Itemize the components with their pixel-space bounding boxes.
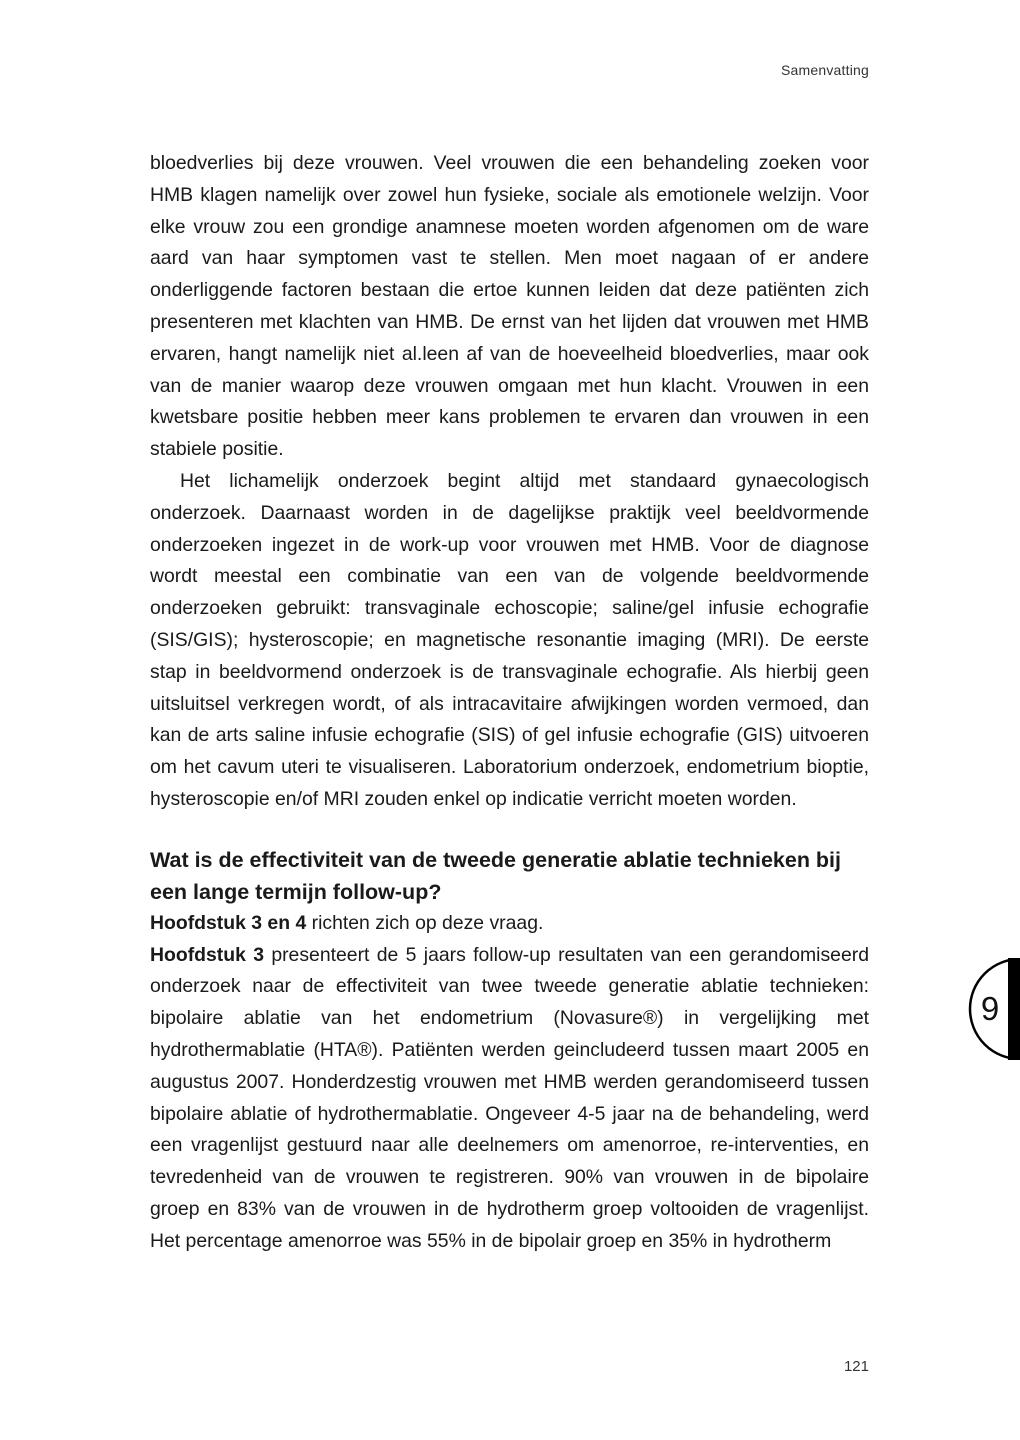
- page-body: [150, 148, 869, 1258]
- body-paragraph: [150, 908, 869, 940]
- body-paragraph: bloedverlies bij deze vrouwen. Veel vrouwen die een behandeling zoeken voor HMB klagen namelijk over zowel hun fysieke, sociale als emotionele welzijn. Voor elke vrouw zou een grondige anamnese moeten worden afgenomen om de ware aard van haar symptomen vast te stellen. Men moet nagaan of er andere onderliggende factoren bestaan die ertoe kunnen leiden dat deze patiënten zich presenteren met klachten van HMB. De ernst van het lijden dat vrouwen met HMB ervaren, hangt namelijk niet al.leen af van de hoeveelheid bloedverlies, maar ook van de manier waarop deze vrouwen omgaan met hun klacht. Vrouwen in een kwetsbare positie hebben meer kans problemen te ervaren dan vrouwen in een stabiele positie.: [150, 152, 869, 461]
- body-paragraph: Het lichamelijk onderzoek begint altijd met standaard gynaecologisch onderzoek. Daarnaast worden in de dagelijkse praktijk veel beeldvormende onderzoeken ingezet in de work-up voor vrouwen met HMB. Voor de diagnose wordt meestal een combinatie van een van de volgende beeldvormende onderzoeken gebruikt: transvaginale echoscopie; saline/gel infusie echografie (SIS/GIS); hysteroscopie; en magnetische resonantie imaging (MRI). De eerste stap in beeldvormend onderzoek is de transvaginale echografie. Als hierbij geen uitsluitsel verkregen wordt, of als intracavitaire afwijkingen worden vermoed, dan kan de arts saline infusie echografie (SIS) of gel infusie echografie (GIS) uitvoeren om het cavum uteri te visualiseren. Laboratorium onderzoek, endometrium bioptie, hysteroscopie en/of MRI zouden enkel op indicatie verricht moeten worden.: [150, 469, 869, 810]
- page-number: 121: [843, 1358, 869, 1375]
- paragraph-text: richten zich op deze vraag.: [306, 911, 544, 934]
- paragraph-text: presenteert de 5 jaars follow-up resultaten van een gerandomiseerd onderzoek naar de effectiviteit van twee tweede generatie ablatie technieken: bipolaire ablatie van het endometrium (Novasure®) in vergelijking met hydrothermablatie (HTA®). Patiënten werden geincludeerd tussen maart 2005 en augustus 2007. Honderdzestig vrouwen met HMB werden gerandomiseerd tussen bipolaire ablatie of hydrothermablatie. Ongeveer 4-5 jaar na de behandeling, werd een vragenlijst gestuurd naar alle deelnemers om amenorroe, re-interventies, en tevredenheid van de vrouwen te registreren. 90% van vrouwen in de bipolaire groep en 83% van de vrouwen in de hydrotherm groep voltooiden de vragenlijst. Het percentage amenorroe was 55% in de bipolair groep en 35% in hydrotherm: [150, 943, 869, 1252]
- section-heading: Wat is de effectiviteit van de tweede generatie ablatie technieken bij een lange termijn follow-up?: [150, 847, 842, 904]
- running-header: Samenvatting: [780, 62, 869, 78]
- chapter-reference: Hoofdstuk 3 en 4: [150, 911, 307, 934]
- chapter-reference: Hoofdstuk 3: [150, 943, 264, 966]
- body-paragraph: [150, 940, 869, 1258]
- chapter-thumb-tab: [968, 958, 1020, 1060]
- chapter-number: 9: [980, 990, 1000, 1027]
